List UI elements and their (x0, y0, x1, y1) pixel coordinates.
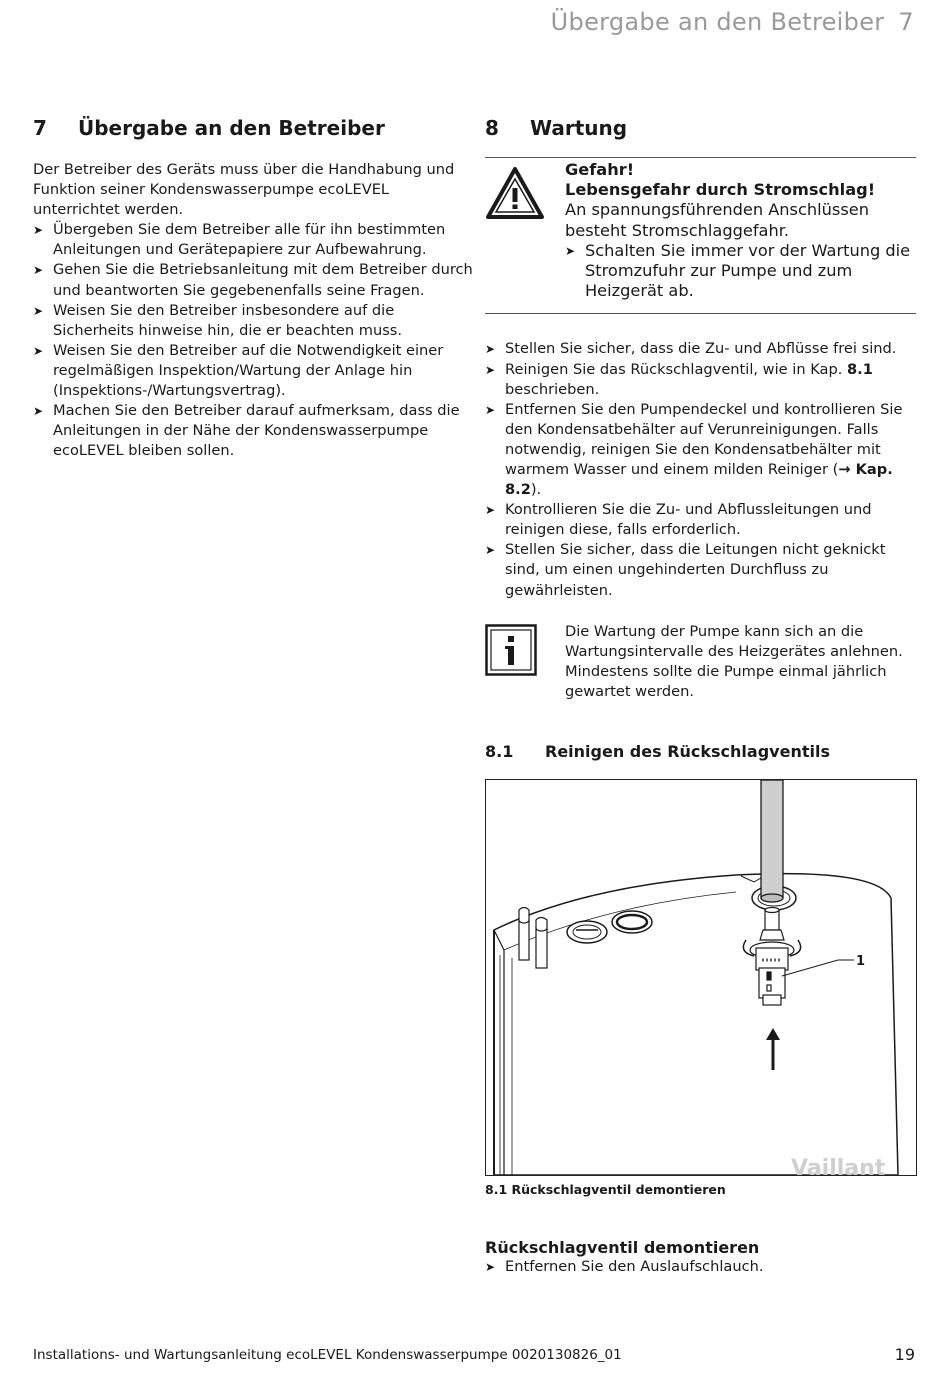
bullet-arrow-icon: ➤ (485, 342, 496, 357)
chapter-reference-link[interactable]: → Kap. 8.2 (505, 460, 893, 499)
step-text: Gehen Sie die Betriebsanleitung mit dem Betreiber durch und beantworten Sie gegebenenfalls seine Fragen. (53, 261, 473, 299)
list-item (33, 260, 473, 300)
step-text: Übergeben Sie dem Betreiber alle für ihn bestimmten Anleitungen und Gerätepapiere zur Aufbewahrung. (53, 221, 446, 259)
step-text: Entfernen Sie den Pumpendeckel und kontrollieren Sie den Kondensatbehälter auf Verunreinigungen. Falls notwendig, reinigen Sie den Kondensatbehälter mit warmem Wasser und einem milden Reiniger ( (505, 400, 903, 478)
list-item (485, 540, 916, 600)
subsection-heading: Rückschlagventil demontieren (485, 1238, 760, 1258)
bullet-arrow-icon: ➤ (33, 303, 44, 318)
list-item (485, 360, 916, 400)
check-valve-illustration (486, 780, 916, 1175)
section-8-steps (485, 339, 916, 600)
running-head-chapter: 7 (898, 8, 914, 36)
section-7 (33, 112, 473, 461)
bullet-arrow-icon: ➤ (485, 362, 496, 377)
list-item (485, 1257, 916, 1277)
bullet-arrow-icon: ➤ (33, 263, 44, 278)
section-8-1-heading (485, 742, 916, 761)
bullet-arrow-icon: ➤ (485, 503, 496, 518)
info-text: Die Wartung der Pumpe kann sich an die Wartungsintervalle des Heizgerätes anlehnen. Mindestens sollte die Pumpe einmal jährlich gewartet werden. (565, 622, 903, 700)
section-7-heading (33, 112, 473, 144)
footer-document-title: Installations- und Wartungsanleitung ecoLEVEL Kondenswasserpumpe 0020130826_01 (33, 1347, 622, 1363)
section-7-number: 7 (33, 116, 47, 140)
step-text: Weisen Sie den Betreiber insbesondere auf die Sicherheits hinweise hin, die er beachten muss. (53, 301, 403, 339)
step-text: Stellen Sie sicher, dass die Zu- und Abflüsse frei sind. (505, 340, 897, 358)
bullet-arrow-icon: ➤ (33, 223, 44, 238)
danger-warning-box (485, 157, 916, 314)
page-number: 19 (894, 1345, 915, 1364)
step-text: Schalten Sie immer vor der Wartung die Stromzufuhr zur Pumpe und zum Heizgerät ab. (585, 240, 911, 301)
warning-heading: Gefahr! (565, 160, 635, 179)
list-item (33, 341, 473, 401)
section-8-title: Wartung (530, 116, 628, 140)
bullet-arrow-icon: ➤ (33, 343, 44, 358)
step-text: Machen Sie den Betreiber darauf aufmerksam, dass die Anleitungen in der Nähe der Kondenswasserpumpe ecoLEVEL bleiben sollen. (53, 402, 460, 460)
info-icon (485, 622, 565, 702)
list-item (485, 339, 916, 359)
list-item (33, 301, 473, 341)
list-item (33, 220, 473, 260)
section-8-1-number: 8.1 (485, 742, 514, 762)
section-8-1-steps (485, 1257, 916, 1277)
step-text: ). (530, 481, 542, 499)
bullet-arrow-icon: ➤ (33, 404, 44, 419)
warning-step (565, 241, 916, 302)
section-7-intro: Der Betreiber des Geräts muss über die Handhabung und Funktion seiner Kondenswasserpumpe ecoLEVEL unterrichtet werden. (33, 161, 455, 219)
info-note (485, 622, 916, 702)
running-head (551, 8, 914, 36)
bullet-arrow-icon: ➤ (485, 1260, 496, 1275)
step-text: Reinigen Sie das Rückschlagventil, wie in Kap. (505, 360, 848, 378)
step-text: Stellen Sie sicher, dass die Leitungen nicht geknickt sind, um einen ungehinderten Durchfluss zu gewährleisten. (505, 541, 886, 599)
danger-triangle-icon (485, 160, 565, 301)
figure-brand-label: Vaillant (791, 1156, 886, 1176)
chapter-reference-link[interactable]: 8.1 (847, 360, 873, 378)
section-8 (485, 112, 916, 1277)
step-text: Weisen Sie den Betreiber auf die Notwendigkeit einer regelmäßigen Inspektion/Wartung der Anlage hin (Inspektions-/Wartungsvertrag). (53, 341, 444, 400)
warning-text: An spannungsführenden Anschlüssen besteht Stromschlaggefahr. (565, 200, 869, 240)
list-item (485, 400, 916, 500)
bullet-arrow-icon: ➤ (485, 402, 496, 417)
bullet-arrow-icon: ➤ (565, 243, 576, 258)
section-8-number: 8 (485, 116, 499, 140)
figure-check-valve (485, 779, 917, 1176)
section-7-steps (33, 220, 473, 461)
figure-callout-1: 1 (856, 954, 866, 970)
step-text: Entfernen Sie den Auslaufschlauch. (505, 1258, 764, 1276)
step-text: Kontrollieren Sie die Zu- und Abflussleitungen und reinigen diese, falls erforderlich. (505, 501, 872, 539)
list-item (485, 500, 916, 540)
bullet-arrow-icon: ➤ (485, 543, 496, 558)
step-text: beschrieben. (505, 380, 600, 398)
section-8-1-title: Reinigen des Rückschlagventils (545, 742, 830, 762)
figure-caption: 8.1 Rückschlagventil demontieren (485, 1182, 726, 1198)
list-item (33, 401, 473, 461)
warning-subheading: Lebensgefahr durch Stromschlag! (565, 180, 876, 200)
running-head-title: Übergabe an den Betreiber (550, 8, 885, 36)
section-8-heading (485, 112, 916, 144)
section-7-title: Übergabe an den Betreiber (78, 116, 385, 140)
